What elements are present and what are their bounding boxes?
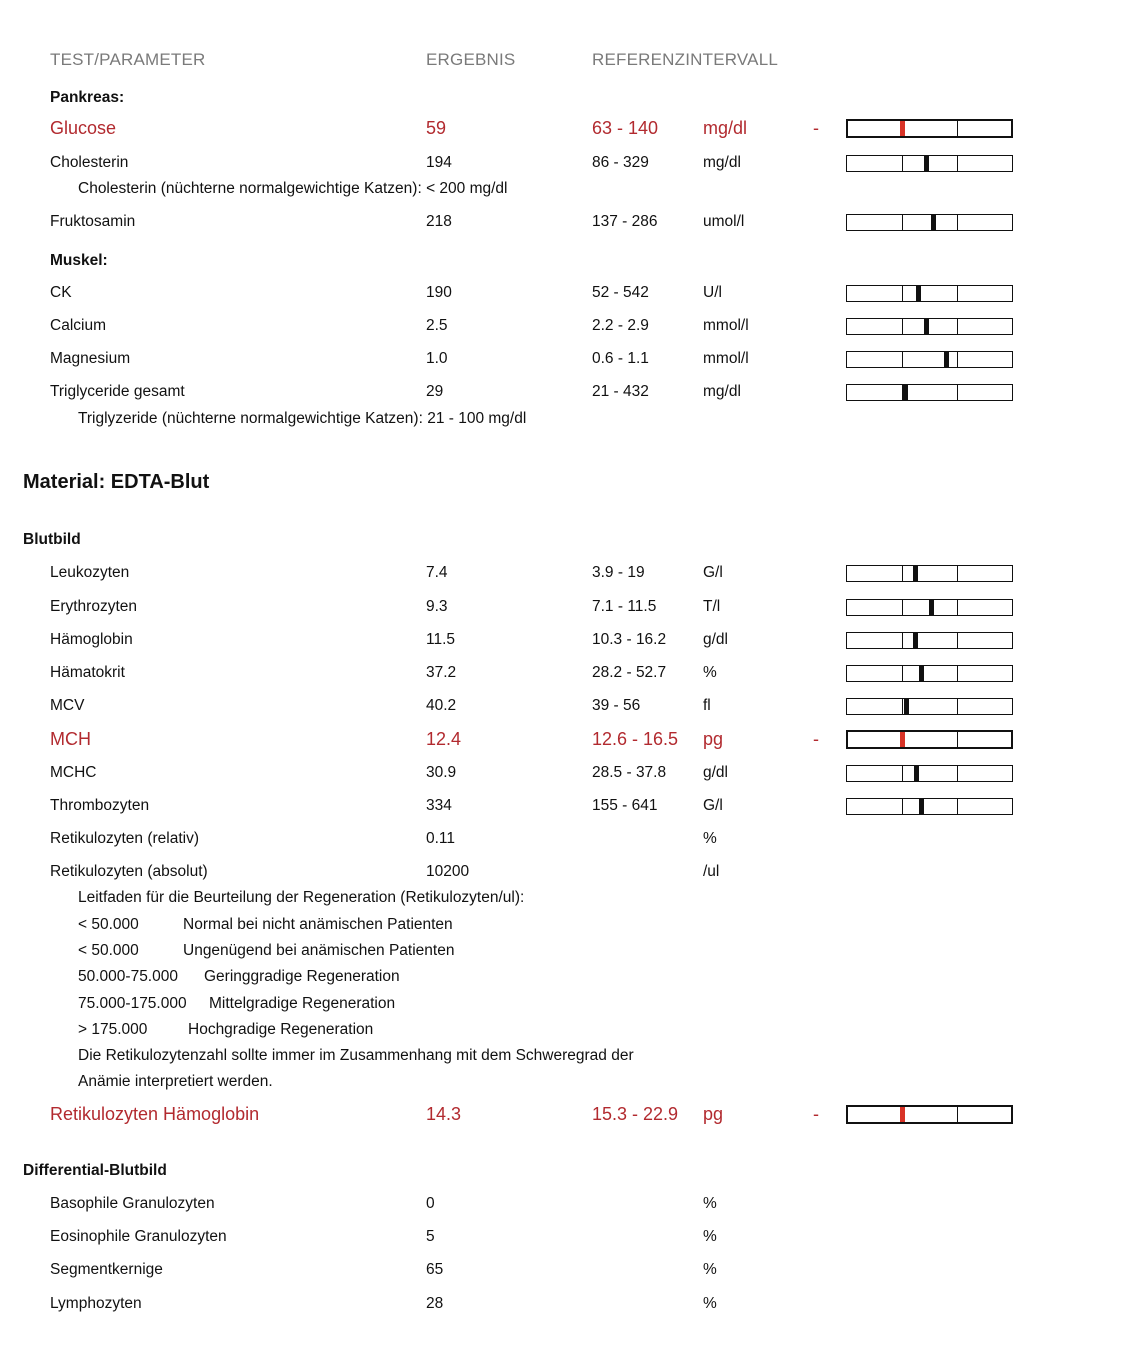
range-bar [846, 665, 1013, 682]
column-header-parameter: TEST/PARAMETER [50, 50, 206, 69]
result-value: 190 [426, 284, 452, 301]
result-row-ck [0, 278, 1125, 308]
group-title-muskel: Muskel: [50, 252, 108, 269]
result-row-mchc [0, 758, 1125, 788]
guide-range: < 50.000 [78, 916, 139, 933]
result-row-magnesium [0, 344, 1125, 374]
guide-text: Ungenügend bei anämischen Patienten [183, 942, 455, 959]
range-marker [900, 121, 905, 136]
unit: mg/dl [703, 118, 748, 138]
guide-range: > 175.000 [78, 1021, 148, 1038]
result-row-leukozyten [0, 558, 1125, 588]
parameter-name: Fruktosamin [50, 213, 136, 230]
group-title-blutbild: Blutbild [23, 531, 81, 548]
parameter-name: Erythrozyten [50, 598, 138, 615]
parameter-name: Retikulozyten (relativ) [50, 830, 200, 847]
range-marker [900, 1107, 905, 1122]
parameter-name: Triglyceride gesamt [50, 383, 185, 400]
parameter-name: Retikulozyten (absolut) [50, 863, 208, 880]
result-row-calcium [0, 311, 1125, 341]
range-marker [919, 799, 924, 814]
parameter-name: CK [50, 284, 72, 301]
result-value: 334 [426, 797, 452, 814]
range-bar [846, 798, 1013, 815]
reference-range: 155 - 641 [592, 797, 658, 814]
range-marker [929, 600, 934, 615]
result-row-erythrozyten [0, 592, 1125, 622]
parameter-name: Hämoglobin [50, 631, 133, 648]
result-value: 218 [426, 213, 452, 230]
guide-range: 75.000-175.000 [78, 995, 187, 1012]
result-value: 9.3 [426, 598, 448, 615]
result-value: 2.5 [426, 317, 448, 334]
result-value: 65 [426, 1261, 444, 1278]
reference-range: 10.3 - 16.2 [592, 631, 667, 648]
unit: T/l [703, 598, 721, 615]
reference-range: 28.5 - 37.8 [592, 764, 667, 781]
result-row-retikulozyten-relativ [0, 824, 1125, 854]
range-bar [846, 730, 1013, 749]
unit: G/l [703, 564, 723, 581]
range-marker [913, 566, 918, 581]
range-marker [913, 633, 918, 648]
range-marker [904, 699, 909, 714]
result-row-haemoglobin [0, 625, 1125, 655]
guide-range: < 50.000 [78, 942, 139, 959]
deviation-flag: - [813, 1104, 819, 1124]
unit: mmol/l [703, 350, 749, 367]
range-marker [944, 352, 949, 367]
unit: fl [703, 697, 711, 714]
result-row-retikulozyten-absolut [0, 857, 1125, 887]
unit: U/l [703, 284, 722, 301]
result-value: 7.4 [426, 564, 448, 581]
range-marker [931, 215, 936, 230]
unit: g/dl [703, 764, 728, 781]
result-row-mcv [0, 691, 1125, 721]
parameter-name: MCHC [50, 764, 97, 781]
result-row-fruktosamin [0, 207, 1125, 237]
deviation-flag: - [813, 118, 819, 138]
result-row-segmentkernige [0, 1255, 1125, 1285]
guide-text: Geringgradige Regeneration [204, 968, 400, 985]
guide-footer-line-1: Die Retikulozytenzahl sollte immer im Zusammenhang mit dem Schweregrad der [78, 1047, 634, 1064]
guide-text: Normal bei nicht anämischen Patienten [183, 916, 453, 933]
range-marker [924, 319, 929, 334]
range-bar [846, 285, 1013, 302]
range-marker [924, 156, 929, 171]
unit: G/l [703, 797, 723, 814]
range-bar [846, 1105, 1013, 1124]
parameter-name: Calcium [50, 317, 106, 334]
guide-footer-line-2: Anämie interpretiert werden. [78, 1073, 273, 1090]
reference-range: 2.2 - 2.9 [592, 317, 649, 334]
range-bar [846, 318, 1013, 335]
parameter-name: Cholesterin [50, 154, 129, 171]
parameter-name: Lymphozyten [50, 1295, 142, 1312]
range-bar [846, 384, 1013, 401]
unit: % [703, 1295, 717, 1312]
result-row-triglyceride [0, 377, 1125, 407]
result-value: 194 [426, 154, 452, 171]
result-value: 29 [426, 383, 444, 400]
unit: pg [703, 1104, 724, 1124]
group-title-pankreas: Pankreas: [50, 89, 125, 106]
reference-range: 12.6 - 16.5 [592, 729, 679, 749]
material-heading: Material: EDTA-Blut [23, 471, 210, 493]
result-row-mch [0, 724, 1125, 754]
result-value: 0.11 [426, 830, 456, 847]
reference-range: 52 - 542 [592, 284, 649, 301]
range-bar [846, 565, 1013, 582]
parameter-name: Eosinophile Granulozyten [50, 1228, 227, 1245]
guide-title: Leitfaden für die Beurteilung der Regeneration (Retikulozyten/ul): [78, 889, 525, 906]
range-marker [919, 666, 924, 681]
parameter-name: Hämatokrit [50, 664, 125, 681]
result-row-basophile [0, 1189, 1125, 1219]
result-value: 5 [426, 1228, 435, 1245]
result-value: 30.9 [426, 764, 457, 781]
result-value: 59 [426, 118, 447, 138]
result-value: 10200 [426, 863, 470, 880]
parameter-name: Segmentkernige [50, 1261, 163, 1278]
range-marker [916, 286, 921, 301]
parameter-name: MCH [50, 729, 91, 749]
deviation-flag: - [813, 729, 819, 749]
unit: % [703, 664, 717, 681]
range-bar [846, 632, 1013, 649]
result-row-retikulozyten-haemoglobin [0, 1099, 1125, 1129]
reference-note-triglyceride: Triglyzeride (nüchterne normalgewichtige Katzen): 21 - 100 mg/dl [78, 410, 527, 427]
result-row-lymphozyten [0, 1289, 1125, 1319]
range-bar [846, 765, 1013, 782]
reference-range: 63 - 140 [592, 118, 659, 138]
guide-text: Mittelgradige Regeneration [209, 995, 396, 1012]
unit: mmol/l [703, 317, 749, 334]
result-row-thrombozyten [0, 791, 1125, 821]
result-value: 14.3 [426, 1104, 462, 1124]
unit: g/dl [703, 631, 728, 648]
range-bar [846, 698, 1013, 715]
result-value: 1.0 [426, 350, 448, 367]
result-value: 40.2 [426, 697, 457, 714]
reference-range: 0.6 - 1.1 [592, 350, 649, 367]
reference-range: 15.3 - 22.9 [592, 1104, 679, 1124]
reference-range: 7.1 - 11.5 [592, 598, 657, 615]
range-marker [903, 385, 908, 400]
result-row-eosinophile [0, 1222, 1125, 1252]
parameter-name: MCV [50, 697, 85, 714]
reference-range: 86 - 329 [592, 154, 649, 171]
guide-text: Hochgradige Regeneration [188, 1021, 374, 1038]
parameter-name: Magnesium [50, 350, 131, 367]
range-bar [846, 119, 1013, 138]
unit: mg/dl [703, 383, 741, 400]
range-bar [846, 214, 1013, 231]
reference-range: 39 - 56 [592, 697, 641, 714]
column-header-result: ERGEBNIS [426, 50, 516, 69]
reference-range: 137 - 286 [592, 213, 658, 230]
result-value: 11.5 [426, 631, 456, 648]
unit: % [703, 830, 717, 847]
parameter-name: Thrombozyten [50, 797, 150, 814]
result-value: 37.2 [426, 664, 457, 681]
parameter-name: Glucose [50, 118, 117, 138]
range-bar [846, 599, 1013, 616]
reference-range: 3.9 - 19 [592, 564, 645, 581]
parameter-name: Leukozyten [50, 564, 130, 581]
reference-range: 21 - 432 [592, 383, 649, 400]
unit: umol/l [703, 213, 745, 230]
range-marker [900, 732, 905, 747]
range-marker [914, 766, 919, 781]
result-value: 12.4 [426, 729, 462, 749]
unit: % [703, 1261, 717, 1278]
parameter-name: Retikulozyten Hämoglobin [50, 1104, 260, 1124]
unit: mg/dl [703, 154, 741, 171]
unit: /ul [703, 863, 720, 880]
result-value: 28 [426, 1295, 444, 1312]
unit: % [703, 1195, 717, 1212]
reference-note-cholesterin: Cholesterin (nüchterne normalgewichtige Katzen): < 200 mg/dl [78, 180, 508, 197]
result-row-haematokrit [0, 658, 1125, 688]
parameter-name: Basophile Granulozyten [50, 1195, 215, 1212]
group-title-differential: Differential-Blutbild [23, 1162, 167, 1179]
unit: % [703, 1228, 717, 1245]
result-value: 0 [426, 1195, 435, 1212]
guide-range: 50.000-75.000 [78, 968, 178, 985]
unit: pg [703, 729, 724, 749]
column-header-reference: REFERENZINTERVALL [592, 50, 779, 69]
range-bar [846, 155, 1013, 172]
result-row-cholesterin [0, 148, 1125, 178]
range-bar [846, 351, 1013, 368]
result-row-glucose [0, 113, 1125, 143]
reference-range: 28.2 - 52.7 [592, 664, 667, 681]
